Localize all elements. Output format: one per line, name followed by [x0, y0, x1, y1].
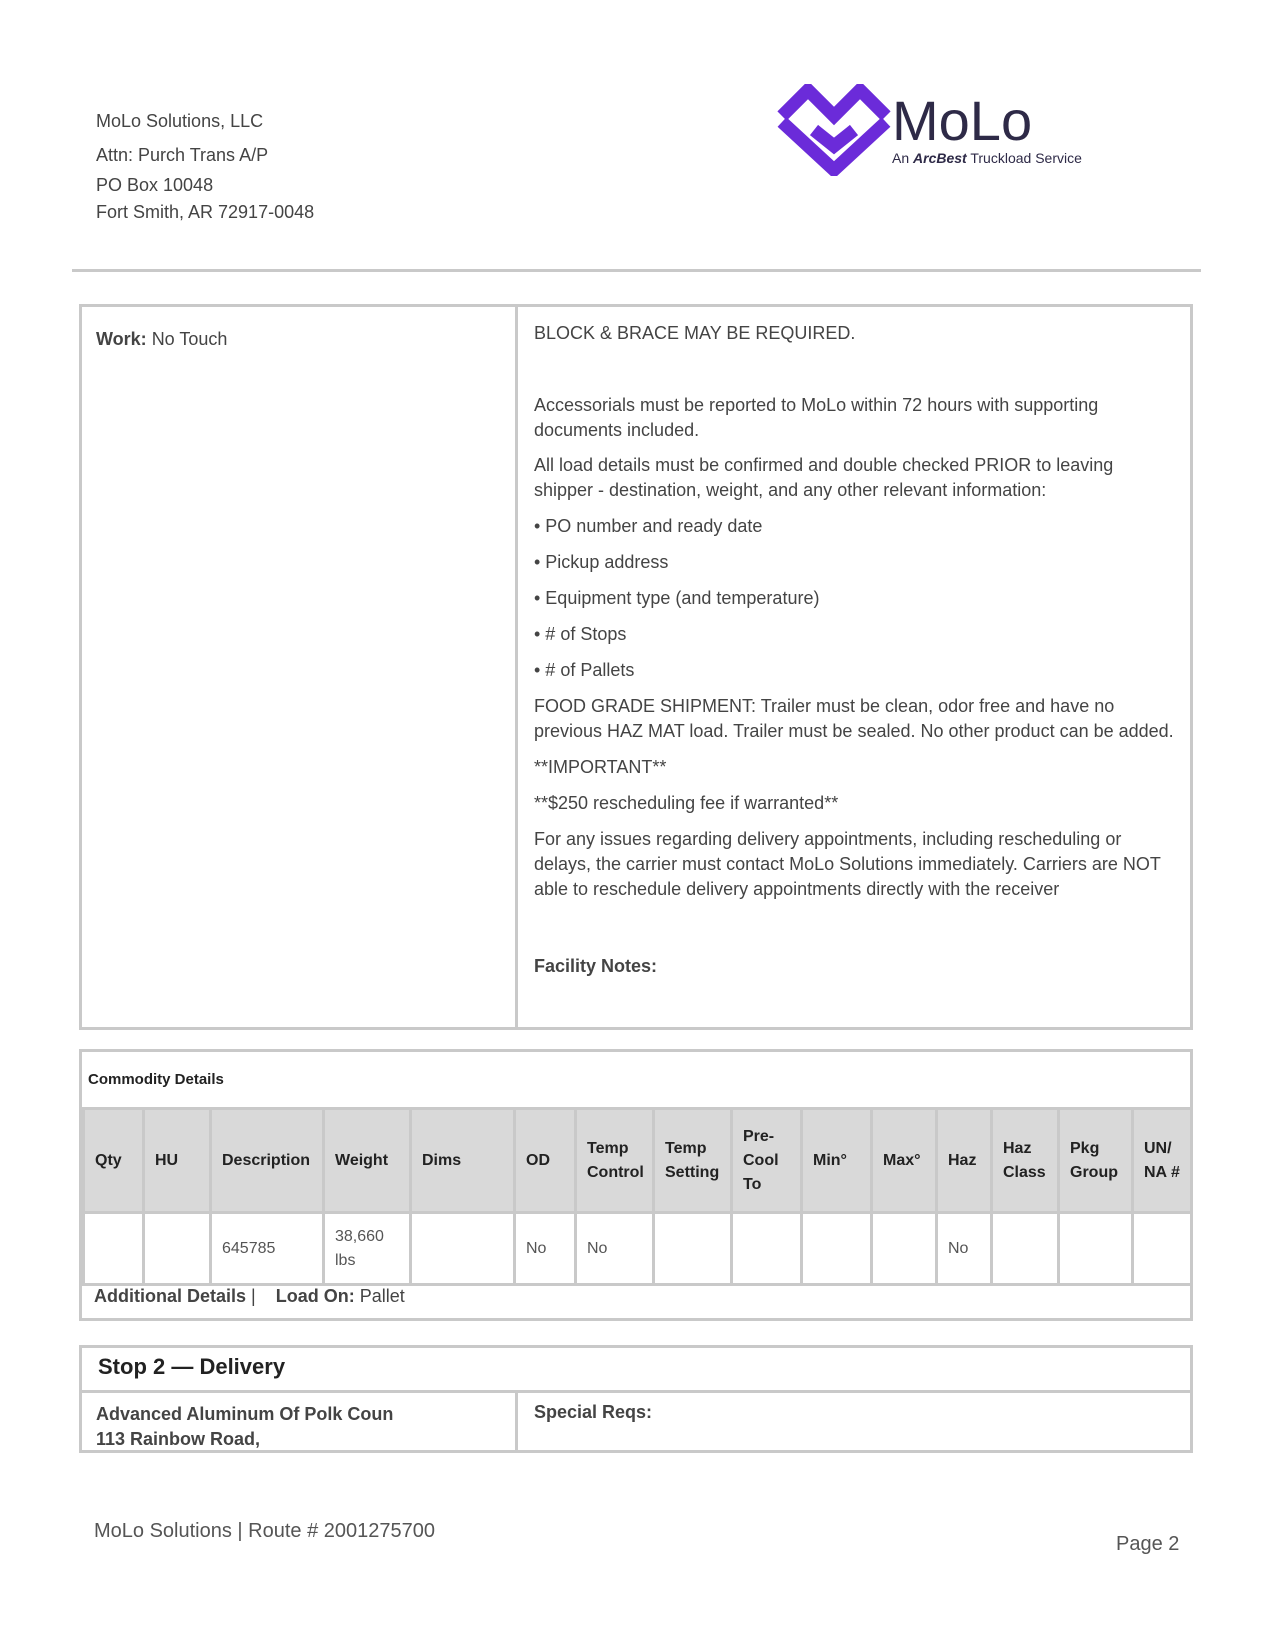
col-dims: Dims	[411, 1109, 515, 1213]
col-min: Min°	[802, 1109, 872, 1213]
attn-line: Attn: Purch Trans A/P	[96, 145, 269, 165]
bullet-item: • Pickup address	[534, 552, 669, 572]
col-hu: HU	[144, 1109, 211, 1213]
cell-temp-control: No	[576, 1213, 654, 1285]
fee-note: **$250 rescheduling fee if warranted**	[534, 793, 839, 813]
col-pkg-group: Pkg Group	[1059, 1109, 1133, 1213]
bullet-item: • PO number and ready date	[534, 516, 763, 536]
page-number: Page 2	[1116, 1533, 1180, 1555]
company-name: MoLo Solutions, LLC	[96, 111, 264, 131]
table-row	[84, 1213, 1192, 1285]
header-divider	[72, 269, 1201, 272]
stop-address	[82, 1390, 518, 1450]
sender-address	[96, 104, 314, 226]
confirm-note: All load details must be confirmed and double checked PRIOR to leaving shipper - destination, weight, and any other relevant information:	[534, 455, 1114, 500]
stop-street: 113 Rainbow Road,	[96, 1429, 261, 1449]
col-od: OD	[515, 1109, 576, 1213]
important-note: **IMPORTANT**	[534, 757, 667, 777]
cell-un-na	[1133, 1213, 1192, 1285]
cell-pkg-group	[1059, 1213, 1133, 1285]
svg-text:An ArcBest Trucklo: An ArcBest Truckload Service	[892, 150, 1082, 166]
commodity-table	[82, 1107, 1193, 1286]
commodity-header-row	[84, 1109, 1192, 1213]
work-cell	[82, 307, 518, 1027]
stop-delivery	[79, 1345, 1193, 1453]
additional-details-label: Additional Details	[94, 1286, 247, 1306]
cell-haz: No	[937, 1213, 992, 1285]
load-on-label: Load On:	[275, 1286, 355, 1306]
col-un-na: UN/ NA #	[1133, 1109, 1192, 1213]
delivery-issues-note: For any issues regarding delivery appointments, including rescheduling or delays, the carrier must contact MoLo Solutions immediately. Carriers are NOT able to reschedule delivery appointments directly with the receiver	[534, 829, 1161, 899]
stop-title-bar	[82, 1348, 1190, 1393]
po-box: PO Box 10048	[96, 175, 214, 195]
molo-logo	[776, 84, 1156, 176]
food-grade-note: FOOD GRADE SHIPMENT: Trailer must be clean, odor free and have no previous HAZ MAT load. Trailer must be sealed. No other product can be added.	[534, 696, 1174, 741]
accessorials-note: Accessorials must be reported to MoLo within 72 hours with supporting documents included.	[534, 395, 1099, 440]
cell-dims	[411, 1213, 515, 1285]
facility-notes-label: Facility Notes:	[534, 956, 658, 976]
bullet-item: • # of Stops	[534, 624, 627, 644]
stop-facility-name: Advanced Aluminum Of Polk Coun	[96, 1404, 394, 1424]
block-brace-note: BLOCK & BRACE MAY BE REQUIRED.	[534, 323, 856, 343]
molo-logo-mark-icon	[776, 84, 1156, 176]
cell-max	[872, 1213, 937, 1285]
col-haz: Haz	[937, 1109, 992, 1213]
cell-od: No	[515, 1213, 576, 1285]
load-notes	[79, 304, 1193, 1030]
work-type: Work: No Touch	[96, 329, 228, 349]
load-on-value: Pallet	[359, 1286, 405, 1306]
col-haz-class: Haz Class	[992, 1109, 1059, 1213]
special-reqs	[518, 1390, 1190, 1450]
col-max: Max°	[872, 1109, 937, 1213]
col-pre-cool: Pre-Cool To	[732, 1109, 802, 1213]
additional-details: Additional Details | Load On: Pallet	[94, 1286, 405, 1306]
col-qty: Qty	[84, 1109, 144, 1213]
logo-wordmark: MoLo	[892, 89, 1033, 152]
carrier-notes	[518, 307, 1190, 1027]
bullet-item: • Equipment type (and temperature)	[534, 588, 820, 608]
commodity-details	[79, 1049, 1193, 1321]
col-description: Description	[211, 1109, 324, 1213]
cell-haz-class	[992, 1213, 1059, 1285]
cell-description: 645785	[211, 1213, 324, 1285]
work-value: No Touch	[151, 329, 228, 349]
col-weight: Weight	[324, 1109, 411, 1213]
special-reqs-label: Special Reqs:	[534, 1402, 653, 1422]
cell-qty	[84, 1213, 144, 1285]
footer-route: MoLo Solutions | Route # 2001275700	[94, 1520, 436, 1542]
cell-weight: 38,660 lbs	[324, 1213, 411, 1285]
cell-pre-cool	[732, 1213, 802, 1285]
cell-hu	[144, 1213, 211, 1285]
col-temp-control: Temp Control	[576, 1109, 654, 1213]
cell-temp-setting	[654, 1213, 732, 1285]
col-temp-setting: Temp Setting	[654, 1109, 732, 1213]
stop-title: Stop 2 — Delivery	[98, 1354, 286, 1379]
city-line: Fort Smith, AR 72917-0048	[96, 202, 315, 222]
bullet-item: • # of Pallets	[534, 660, 635, 680]
cell-min	[802, 1213, 872, 1285]
commodity-title: Commodity Details	[88, 1071, 224, 1088]
